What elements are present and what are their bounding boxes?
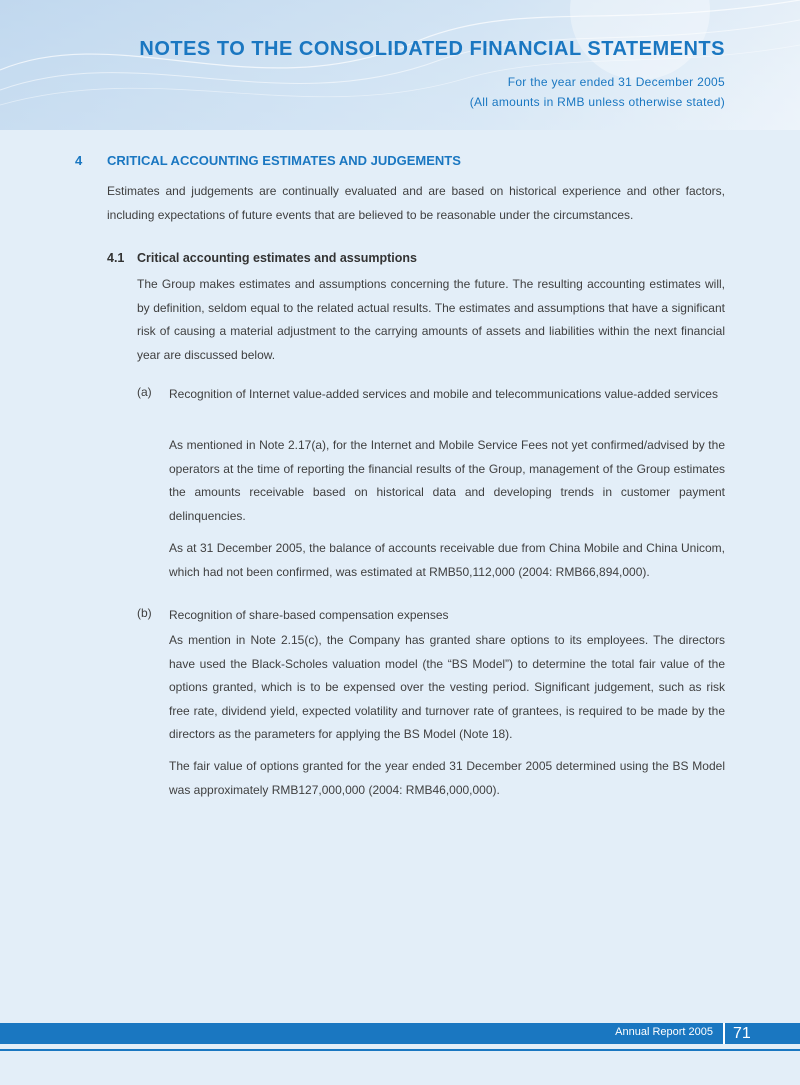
subsection-number: 4.1: [107, 251, 125, 265]
subsection-title: Critical accounting estimates and assumptions: [137, 251, 417, 265]
subsection-intro: The Group makes estimates and assumptions concerning the future. The resulting accounting estimates will, by definition, seldom equal to the related actual results. The estimates and assumptions that have a significant risk of causing a material adjustment to the carrying amounts of assets and liabilities within the next financial year are discussed below.: [137, 277, 725, 362]
item-b-paragraph-2: The fair value of options granted for the year ended 31 December 2005 determined using the BS Model was approximately RMB127,000,000 (2004: RMB46,000,000).: [169, 759, 725, 797]
header-wave-decoration: [0, 0, 800, 130]
item-b-heading: Recognition of share-based compensation expenses: [169, 608, 449, 622]
footer-separator: [723, 1023, 725, 1044]
section-number: 4: [75, 153, 83, 168]
footer-report-label: Annual Report 2005: [615, 1026, 713, 1038]
item-a-paragraph-2: As at 31 December 2005, the balance of accounts receivable due from China Mobile and China Unicom, which had not been confirmed, was estimated at RMB50,112,000 (2004: RMB66,894,000).: [169, 541, 725, 579]
section-intro: Estimates and judgements are continually evaluated and are based on historical experience and other factors, including expectations of future events that are believed to be reasonable under the circumstances.: [107, 184, 725, 222]
currency-note: (All amounts in RMB unless otherwise stated): [469, 95, 725, 109]
item-a-paragraph-1: As mentioned in Note 2.17(a), for the Internet and Mobile Service Fees not yet confirmed/advised by the operators at the time of reporting the financial results of the Group, management of the Group estimates the amounts receivable based on historical data and developing trends in customer payment delinquencies.: [169, 438, 725, 523]
item-b-paragraph-1: As mention in Note 2.15(c), the Company has granted share options to its employees. The directors have used the Black-Scholes valuation model (the “BS Model”) to determine the total fair value of the options granted, which is to be expensed over the vesting period. Significant judgement, such as risk free rate, dividend yield, expected volatility and turnover rate of grantees, is required to be made by the directors as the parameters for applying the BS Model (Note 18).: [169, 633, 725, 741]
page-header: [0, 0, 800, 130]
item-a-letter: (a): [137, 385, 152, 399]
page-title: NOTES TO THE CONSOLIDATED FINANCIAL STATEMENTS: [139, 38, 725, 60]
period-subtitle: For the year ended 31 December 2005: [507, 75, 725, 89]
item-b-letter: (b): [137, 606, 152, 620]
page-number: 71: [733, 1025, 751, 1042]
item-a-heading: Recognition of Internet value-added services and mobile and telecommunications value-added services: [169, 387, 718, 401]
section-title: CRITICAL ACCOUNTING ESTIMATES AND JUDGEMENTS: [107, 153, 461, 168]
footer-rule: [0, 1049, 800, 1051]
